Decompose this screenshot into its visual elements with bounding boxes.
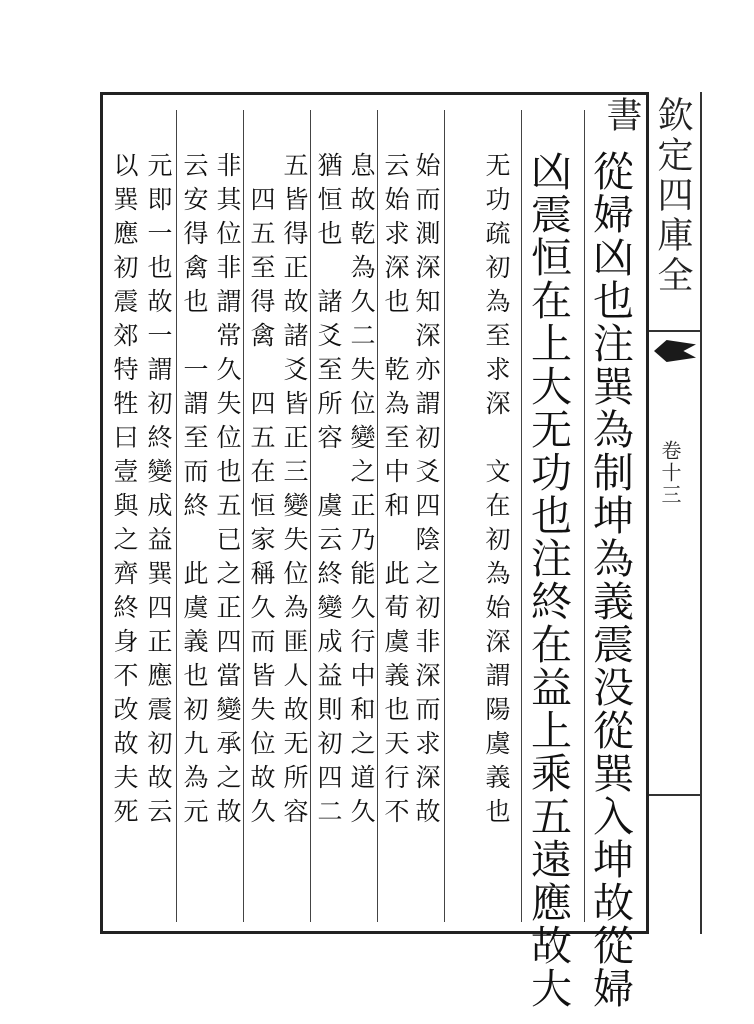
text-column-9: 四五至得禽 四五在恒家稱久而皆失位故久 [247, 152, 276, 832]
text-column-8: 五皆得正故諸爻皆正三變失位為匪人故无所容 [280, 152, 309, 832]
column-rule [584, 110, 585, 922]
text-column-12: 元即一也故一謂初終變成益巽四正應震初故云 [144, 152, 173, 832]
fish-tail-mark-icon [654, 340, 696, 362]
text-column-6: 息故乾為久二失位變之正乃能久行中和之道久 [347, 152, 376, 832]
margin-volume-label: 卷十三 [658, 440, 682, 506]
column-rule [243, 110, 244, 922]
text-column-3: 无功疏初為至求深 文在初為始深謂陽虞義也 [482, 152, 511, 832]
text-column-7: 猶恒也 諸爻至所容 虞云終變成益則初四二 [314, 152, 343, 832]
text-column-11: 云安得禽也 一謂至而終 此虞義也初九為元 [180, 152, 209, 832]
text-column-13: 以巽應初震郊特牲曰壹與之齊終身不改故夫死 [110, 152, 139, 832]
column-rule [310, 110, 311, 922]
margin-divider-bottom [649, 794, 700, 796]
text-column-10: 非其位非謂常久失位也五已之正四當變承之故 [213, 152, 242, 832]
text-column-1: 從婦凶也注巽為制坤為義震没從巽入坤故從婦 [586, 150, 634, 1010]
column-rule [176, 110, 177, 922]
text-column-5: 云始求深也 乾為至中和 此荀虞義也天行不 [381, 152, 410, 832]
column-rule [377, 110, 378, 922]
column-rule [444, 110, 445, 922]
text-column-4: 始而測深知深亦謂初爻四陰之初非深而求深故 [412, 152, 441, 832]
margin-book-title: 欽定四庫全書 [601, 96, 693, 296]
outer-frame-right-border [700, 92, 702, 934]
column-rule [521, 110, 522, 922]
text-column-2: 凶震恒在上大无功也注終在益上乘五遠應故大 [524, 150, 572, 1010]
